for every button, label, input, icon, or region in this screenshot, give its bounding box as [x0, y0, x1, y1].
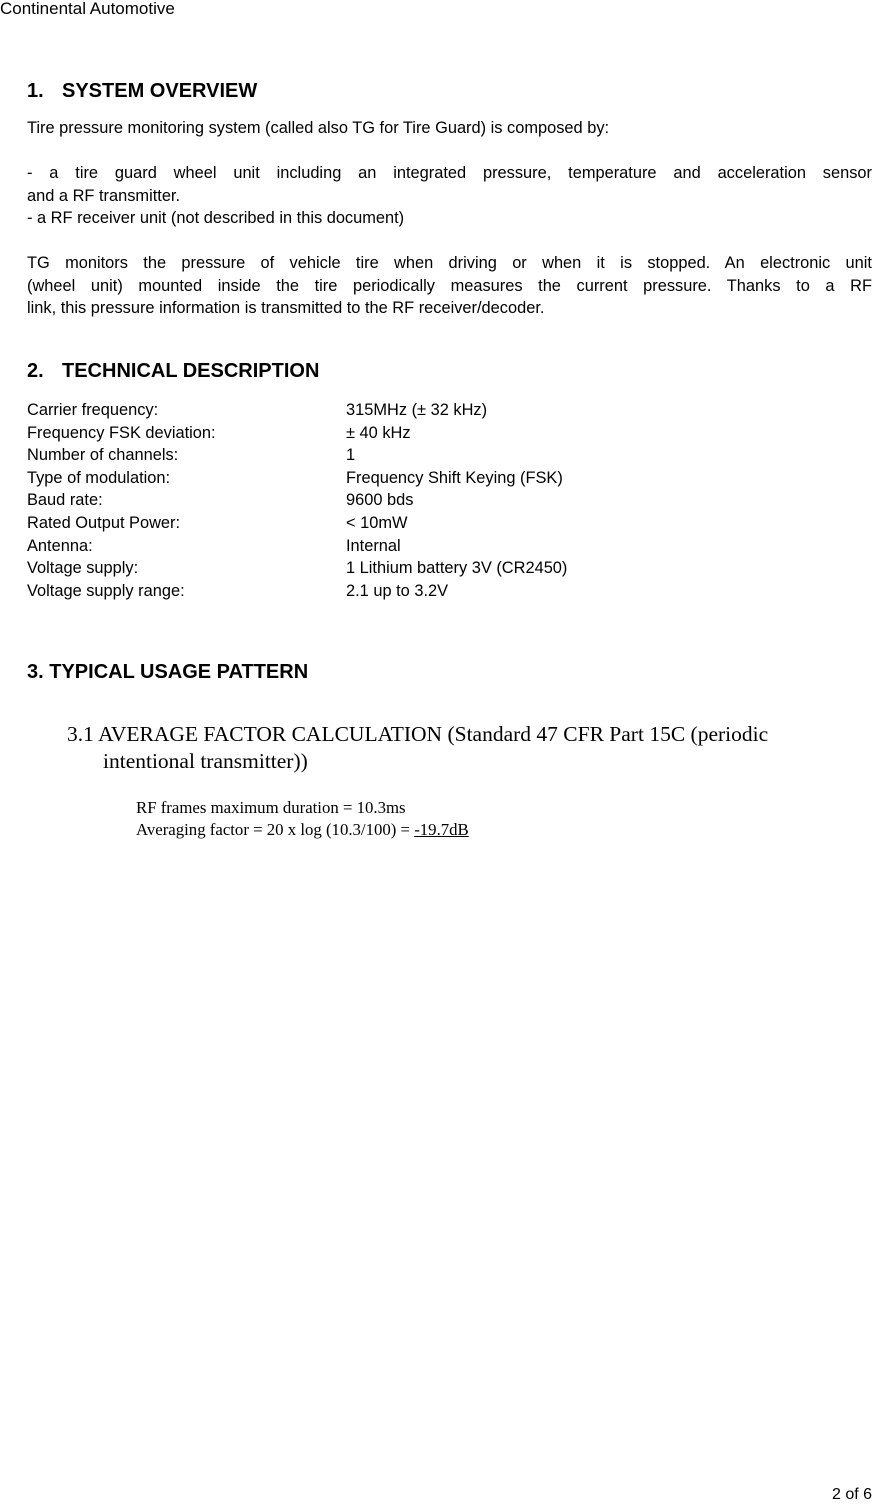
spec-row [27, 422, 567, 445]
spec-value: 2.1 up to 3.2V [346, 581, 449, 600]
spec-row [27, 467, 567, 490]
averaging-calculation [136, 797, 469, 841]
frame-duration-text: RF frames maximum duration = 10.3ms [136, 798, 406, 817]
spec-label: Antenna: [27, 536, 93, 555]
spec-row [27, 444, 567, 467]
subsection-heading-line-2: intentional transmitter)) [103, 749, 308, 773]
component-item-1-cont: and a RF transmitter. [27, 186, 181, 205]
spec-value: 9600 bds [346, 491, 414, 510]
spec-label: Frequency FSK deviation: [27, 423, 216, 442]
spec-row [27, 512, 567, 535]
spec-label: Voltage supply range: [27, 581, 185, 600]
section-1-heading [27, 80, 257, 103]
spec-row [27, 580, 567, 603]
page-number: 2 of 6 [831, 1486, 872, 1503]
description-line-3: link, this pressure information is transmitted to the RF receiver/decoder. [27, 299, 545, 317]
spec-label: Type of modulation: [27, 468, 171, 487]
averaging-factor-result: -19.7dB [414, 820, 469, 839]
spec-label: Number of channels: [27, 446, 179, 465]
spec-label: Rated Output Power: [27, 513, 181, 532]
spec-value: Internal [346, 536, 401, 555]
spec-value: ± 40 kHz [346, 423, 411, 442]
spec-label: Carrier frequency: [27, 401, 159, 419]
section-2-number: 2. [27, 360, 44, 382]
spec-value: Frequency Shift Keying (FSK) [346, 468, 563, 487]
section-1-components-list [27, 162, 872, 230]
section-2-title: TECHNICAL DESCRIPTION [62, 360, 320, 382]
section-3-title: TYPICAL USAGE PATTERN [49, 661, 309, 683]
intro-text: Tire pressure monitoring system (called also TG for Tire Guard) is composed by: [27, 119, 610, 137]
section-1-intro [27, 117, 872, 140]
section-1-title: SYSTEM OVERVIEW [62, 80, 258, 102]
description-line-2: (wheel unit) mounted inside the tire periodically measures the current pressure. Thanks to a RF [27, 276, 872, 295]
subsection-3-1-heading [67, 721, 867, 775]
spec-row [27, 399, 567, 422]
page-header-company: Continental Automotive [0, 0, 175, 18]
component-item-2: - a RF receiver unit (not described in this document) [27, 209, 405, 227]
spec-value: 1 Lithium battery 3V (CR2450) [346, 559, 568, 578]
section-1-number: 1. [27, 80, 44, 102]
spec-label: Voltage supply: [27, 559, 139, 578]
spec-label: Baud rate: [27, 491, 103, 510]
spec-value: < 10mW [346, 513, 408, 532]
section-3-heading [27, 661, 308, 684]
averaging-factor-line [136, 819, 469, 841]
spec-value: 1 [346, 446, 356, 465]
component-item-1: - a tire guard wheel unit including an integrated pressure, temperature and acceleration sensor [27, 164, 872, 182]
spec-value: 315MHz (± 32 kHz) [346, 401, 488, 419]
spec-row [27, 557, 567, 580]
subsection-heading-line-1: 3.1 AVERAGE FACTOR CALCULATION (Standard 47 CFR Part 15C (periodic [67, 722, 769, 746]
description-line-1: TG monitors the pressure of vehicle tire when driving or when it is stopped. An electronic unit [27, 254, 872, 272]
technical-spec-table [27, 399, 567, 602]
section-3-number: 3. [27, 661, 44, 683]
spec-row [27, 489, 567, 512]
section-1-description [27, 252, 872, 320]
section-2-heading [27, 360, 319, 383]
averaging-factor-formula: Averaging factor = 20 x log (10.3/100) = [136, 820, 415, 839]
spec-row [27, 535, 567, 558]
